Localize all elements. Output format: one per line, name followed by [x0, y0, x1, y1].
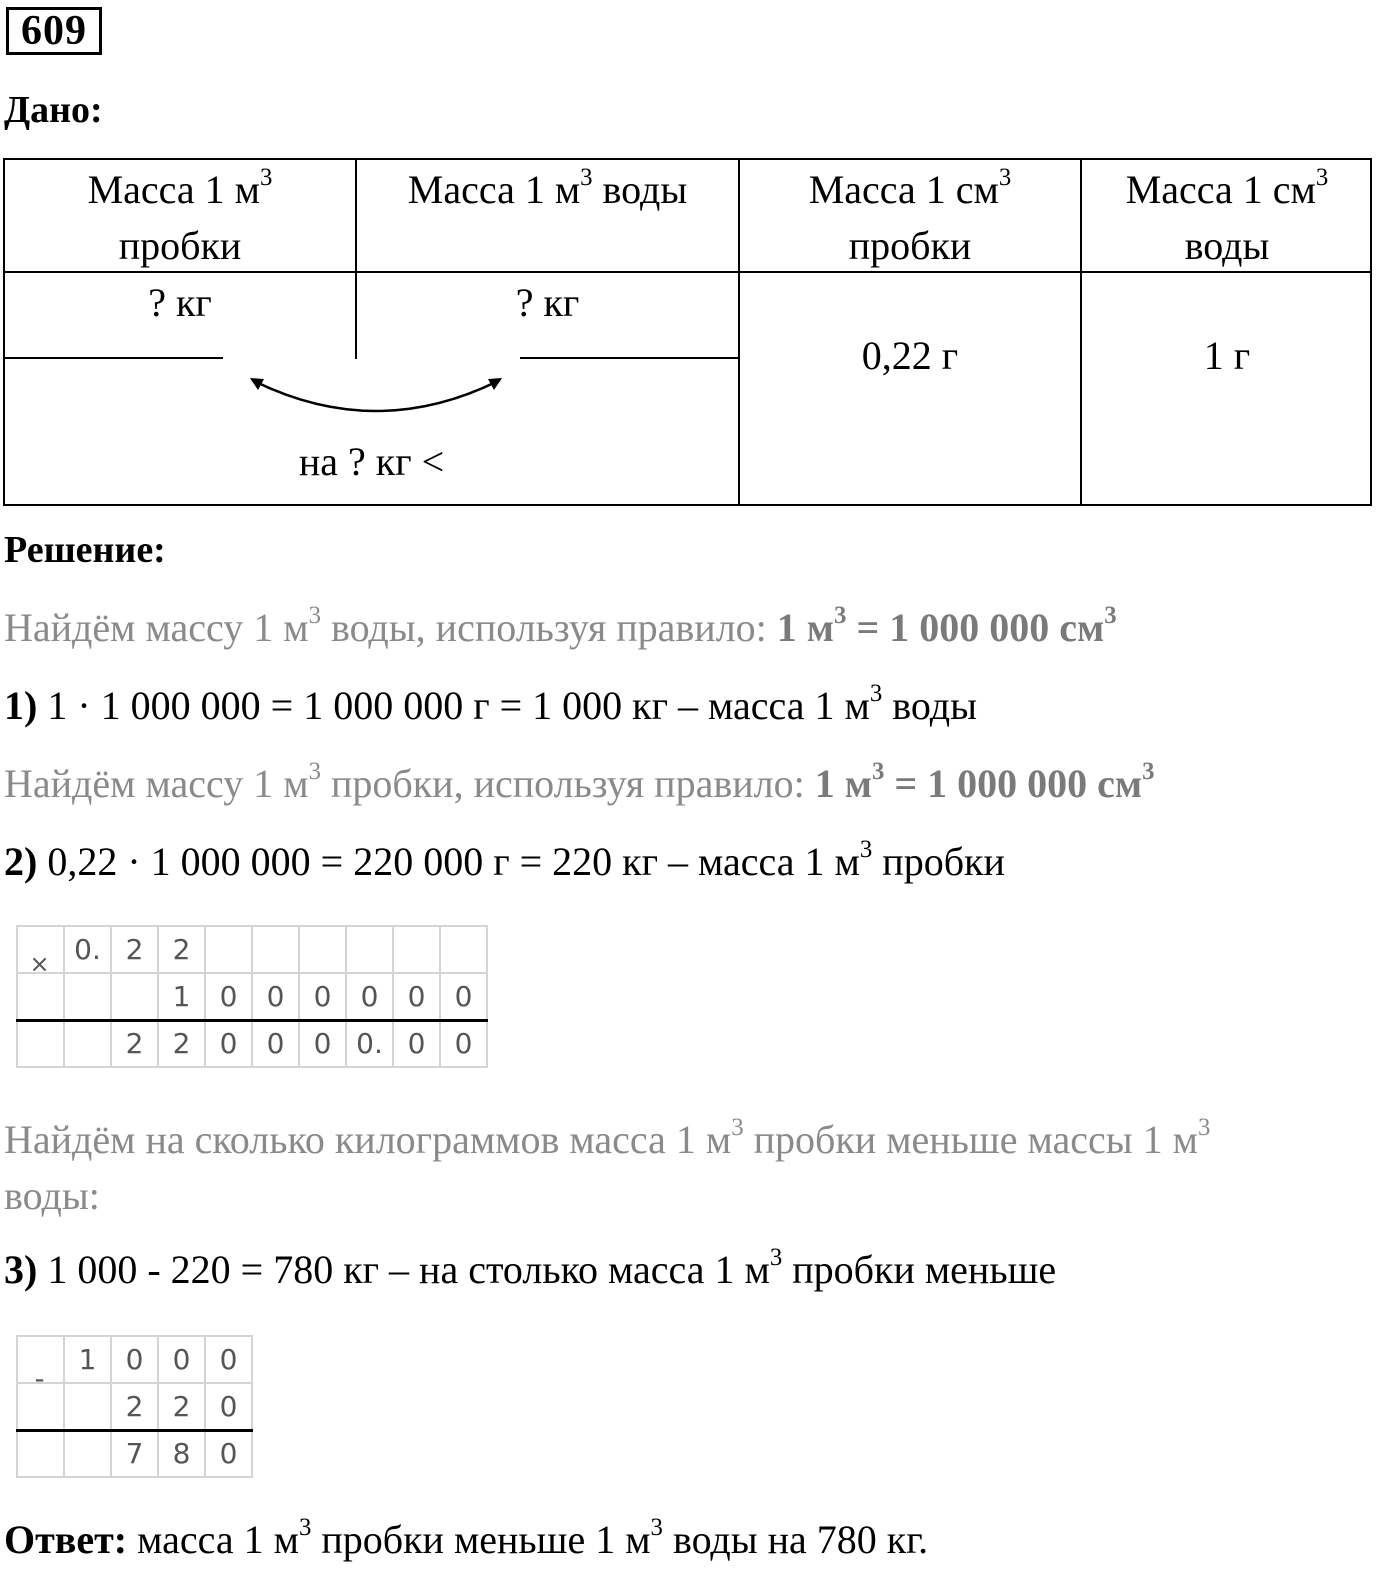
grid-cell: 0: [252, 973, 299, 1020]
subtraction-grid: [16, 1335, 253, 1478]
comparison-arc-arrow: [240, 370, 520, 420]
grid-cell: [64, 1383, 111, 1430]
difference-label: на ? кг <: [298, 439, 445, 484]
grid-cell: [393, 926, 440, 973]
row-divider-right: [520, 357, 739, 359]
water-cm3-mass: 1 г: [1203, 333, 1251, 378]
header-water-m3: Масса 1 $м^3$ воды: [407, 164, 688, 212]
grid-cell: 0: [205, 1020, 252, 1067]
grid-cell: [17, 1020, 64, 1067]
row-divider-left: [3, 357, 223, 359]
grid-cell: 8: [158, 1430, 205, 1477]
grid-cell: [64, 1430, 111, 1477]
grid-cell: [64, 973, 111, 1020]
step-1: 1) 1 · 1 000 000 = 1 000 000 г = 1 000 кг – масса 1 $м^3$ воды: [4, 680, 977, 728]
grid-cell: 0: [158, 1336, 205, 1383]
grid-cell: 0: [252, 1020, 299, 1067]
grid-cell: 0: [205, 1430, 252, 1477]
grid-cell: [205, 926, 252, 973]
grid-cell: 2: [111, 1020, 158, 1067]
step-3: 3) 1 000 - 220 = 780 кг – на столько масса 1 $м^3$ пробки меньше: [4, 1244, 1057, 1292]
grid-cell: 0: [205, 973, 252, 1020]
grid-cell: 0.: [64, 926, 111, 973]
grid-cell: [17, 973, 64, 1020]
grid-cell: 2: [158, 1383, 205, 1430]
grid-cell: 7: [111, 1430, 158, 1477]
sentence-3: Найдём на сколько килограммов масса 1 $м^3$ пробки меньше массы 1 $м^3$ воды:: [4, 1114, 1211, 1218]
cork-m3-mass: ? кг: [148, 280, 212, 325]
sentence-2: Найдём массу 1 $м^3$ пробки, используя правило: 1 $м^3 = 1$ 000 000 $см^3$: [4, 758, 1155, 806]
multiply-sign: ×: [29, 950, 50, 978]
grid-cell: 0: [393, 1020, 440, 1067]
grid-cell: 1: [158, 973, 205, 1020]
given-header: Дано:: [4, 89, 103, 131]
sentence-1: Найдём массу 1 $м^3$ воды, используя правило: 1 $м^3 = 1$ 000 000 $см^3$: [4, 602, 1117, 650]
grid-cell: 0: [346, 973, 393, 1020]
grid-cell: [299, 926, 346, 973]
grid-cell: 2: [111, 1383, 158, 1430]
solution-header: Решение:: [4, 529, 166, 571]
grid-cell: 0: [205, 1383, 252, 1430]
minus-sign: -: [34, 1362, 45, 1395]
grid-cell: 0: [111, 1336, 158, 1383]
problem-number: 609: [6, 7, 102, 55]
multiplication-grid: [16, 925, 488, 1068]
grid-cell: [252, 926, 299, 973]
grid-cell: 0.: [346, 1020, 393, 1067]
header-water-cm3: Масса 1 $см^3$ воды: [1125, 164, 1329, 268]
grid-cell: 2: [158, 926, 205, 973]
grid-cell: 0: [440, 973, 487, 1020]
grid-cell: [440, 926, 487, 973]
grid-cell: 0: [440, 1020, 487, 1067]
grid-cell: 0: [299, 973, 346, 1020]
water-m3-mass: ? кг: [515, 280, 580, 325]
header-cork-m3: Масса 1 $м^3$ пробки: [87, 164, 273, 268]
grid-cell: [111, 973, 158, 1020]
grid-cell: [346, 926, 393, 973]
step-2: 2) 0,22 · 1 000 000 = 220 000 г = 220 кг – масса 1 $м^3$ пробки: [4, 836, 1005, 884]
grid-cell: 2: [111, 926, 158, 973]
grid-cell: 2: [158, 1020, 205, 1067]
cork-cm3-mass: 0,22 г: [861, 333, 959, 378]
grid-cell: 0: [299, 1020, 346, 1067]
grid-cell: [64, 1020, 111, 1067]
answer: Ответ: масса 1 $м^3$ пробки меньше 1 $м^3$ воды на 780 кг.: [4, 1514, 929, 1562]
grid-cell: 1: [64, 1336, 111, 1383]
grid-cell: [17, 1430, 64, 1477]
grid-cell: 0: [205, 1336, 252, 1383]
header-cork-cm3: Масса 1 $см^3$ пробки: [808, 164, 1012, 268]
grid-cell: 0: [393, 973, 440, 1020]
